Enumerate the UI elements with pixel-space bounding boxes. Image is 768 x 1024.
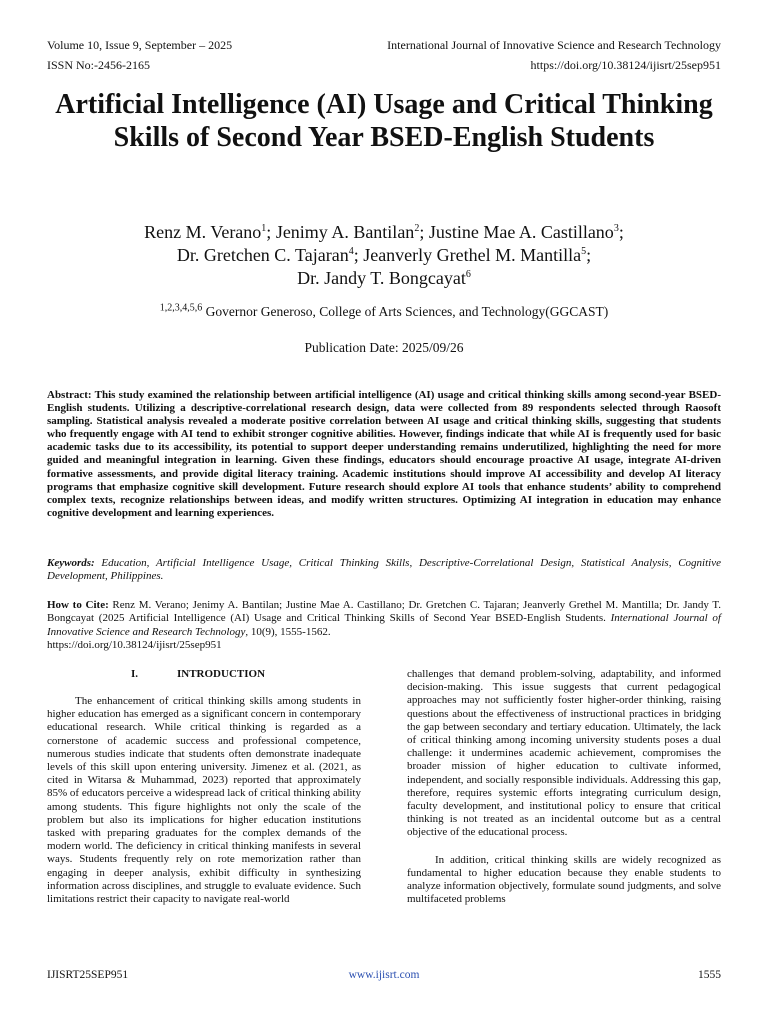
cite-journal: International Journal of Innovative Science and Research Technology — [47, 612, 721, 638]
journal-name: International Journal of Innovative Science and Research Technology — [387, 38, 721, 52]
journal-website-link[interactable]: www.ijisrt.com — [348, 969, 420, 981]
author: Dr. Jandy T. Bongcayat$^6$ — [297, 268, 471, 288]
cite-url[interactable]: https://doi.org/10.38124/ijisrt/25sep951 — [47, 638, 222, 651]
keywords-label: Keywords: — [47, 557, 95, 569]
keywords-text: Education, Artificial Intelligence Usage, Critical Thinking Skills, Descriptive-Correlational Design, Statistical Analysis, Cognitive Development, Philippines. — [47, 557, 721, 583]
author-list — [40, 221, 728, 290]
issn: ISSN No:-2456-2165 — [47, 58, 151, 72]
volume-issue: Volume 10, Issue 9, September – 2025 — [47, 38, 233, 52]
body-paragraph: In addition, critical thinking skills are widely recognized as fundamental to higher education because they enable students to analyze information objectively, formulate sound judgments, and solve multifaceted problems — [407, 853, 721, 906]
section-heading — [47, 668, 361, 681]
abstract-text: This study examined the relationship between artificial intelligence (AI) usage and critical thinking skills among second-year BSED-English students. Utilizing a descriptive-correlational research design, data were collected from 89 respondents selected through Raosoft sampling. Statistical analysis revealed a moderate positive correlation between AI usage and critical thinking skills, suggesting that students who frequently engage with AI tend to exhibit stronger cognitive abilities. However, findings indicate that while AI is frequently used for basic academic tasks due to its accessibility, its potential to support deeper understanding remains underutilized, highlighting the need for more guided and meaningful integration in learning. Given these findings, educators should encourage proactive AI usage, integrate AI-driven formative assessments, and provide digital literacy training. Academic institutions should improve AI accessibility and develop AI literacy programs that emphasize cognitive skill development. Future research should explore AI tools that enhance students’ ability to comprehend complex texts, recognize relationships between ideas, and modify written structures. Optimizing AI integration in education may enhance cognitive development and learning experiences. — [47, 389, 721, 519]
author: Justine Mae A. Castillano$^3$; — [428, 222, 624, 242]
publication-date: Publication Date: 2025/09/26 — [304, 340, 464, 355]
column-left — [47, 668, 361, 906]
paper-id: IJISRT25SEP951 — [47, 969, 129, 981]
author: Dr. Gretchen C. Tajaran$^4$; — [176, 245, 364, 265]
section-title: INTRODUCTION — [177, 668, 266, 680]
section-number: I. — [131, 668, 139, 680]
keywords — [47, 557, 721, 584]
author: Jeanverly Grethel M. Mantilla$^5$; — [363, 245, 592, 265]
author: Jenimy A. Bantilan$^2$; — [275, 222, 429, 242]
abstract-label: Abstract: — [47, 389, 92, 401]
paper-title: Artificial Intelligence (AI) Usage and Critical Thinking Skills of Second Year BSED-English Students — [55, 89, 713, 153]
body-paragraph: The enhancement of critical thinking skills among students in higher education has emerged as a significant concern in contemporary educational research. While critical thinking is regarded as a cornerstone of academic success and professional competence, numerous studies indicate that students often demonstrate inadequate levels of this skill upon entering university. Jimenez et al. (2021, as cited in Witarsa & Muhammad, 2023) reported that approximately 85% of educators perceive a widespread lack of critical thinking ability among students. This figure highlights not only the scale of the problem but also its implications for higher education institutions tasked with preparing graduates for the complex demands of the modern world. The deficiency in critical thinking manifests in several ways. Students frequently rely on rote memorization rather than engaging in deeper analysis, exhibit difficulty in synthesizing information across disciplines, and struggle to evaluate evidence. Such limitations restrict their capacity to navigate real-world — [47, 695, 361, 906]
affiliation: $^{1,2,3,4,5,6}$ Governor Generoso, College of Arts Sciences, and Technology(GGCAST) — [159, 302, 609, 319]
abstract — [47, 389, 721, 520]
column-right — [407, 668, 721, 906]
how-to-cite: How to Cite: Renz M. Verano; Jenimy A. Bantilan; Justine Mae A. Castillano; Dr. Gretchen C. Tajaran; Jeanverly Grethel M. Mantilla; Dr. Jandy T. Bongcayat (2025 Artificial Intelligence (AI) Usage and Critical Thinking Skills of Second Year BSED-English Students. International Journal of Innovative Science and Research Technology, 10(9), 1555-1562. https://doi.org/10.38124/ijisrt/25sep951 — [47, 599, 722, 651]
how-to-cite-label: How to Cite: — [47, 599, 109, 611]
doi-link[interactable]: https://doi.org/10.38124/ijisrt/25sep951 — [530, 58, 721, 72]
author: Renz M. Verano$^1$; — [144, 222, 276, 242]
page-number: 1555 — [698, 969, 721, 981]
body-paragraph: challenges that demand problem-solving, adaptability, and informed decision-making. This issue suggests that current pedagogical approaches may not sufficiently foster higher-order thinking, raising questions about the effectiveness of instructional practices in bridging the gap between secondary and tertiary education. Ultimately, the lack of critical thinking among incoming university students poses a dual challenge: it undermines academic achievement, compromises the broader mission of higher education to cultivate informed, independent, and socially responsible individuals. Addressing this gap, therefore, requires systemic efforts integrating curriculum design, faculty development, and institutional policy to ensure that critical thinking is not treated as an incidental outcome but as a central objective of the educational process. — [407, 668, 721, 839]
